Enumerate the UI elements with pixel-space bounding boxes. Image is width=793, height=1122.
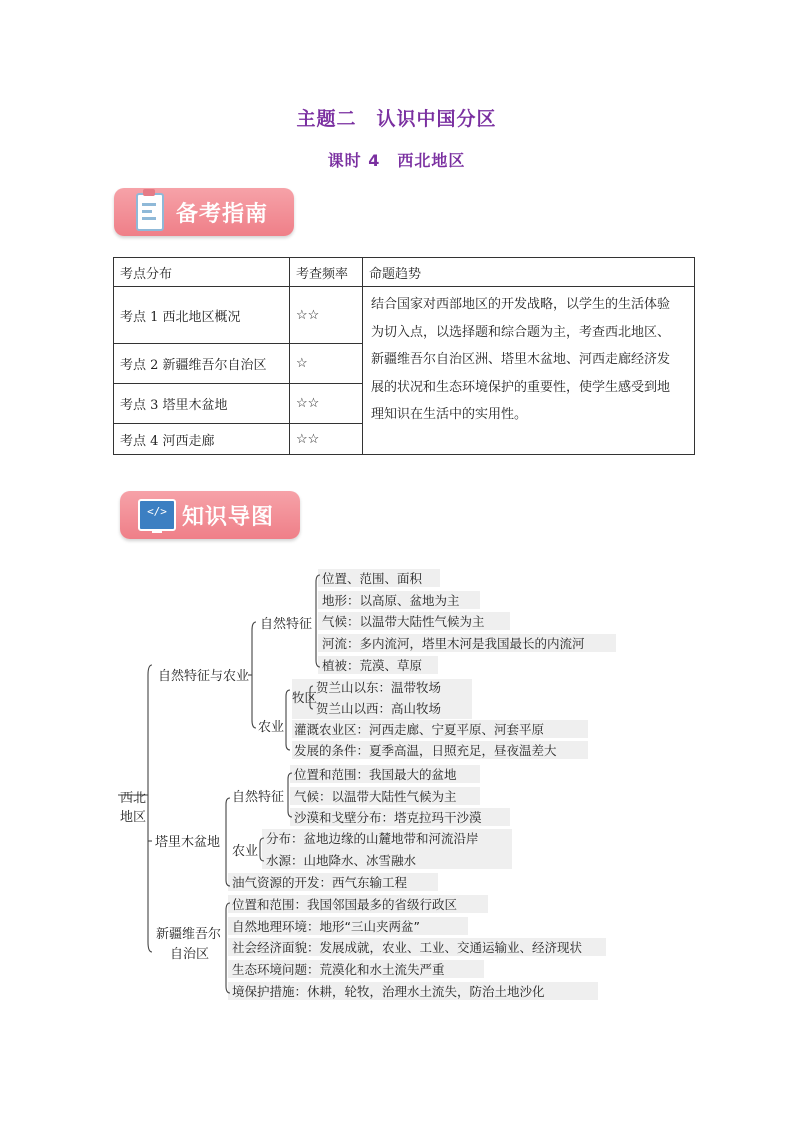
leaf-text: 水源：山地降水、冰雪融水 <box>266 853 417 868</box>
leaf-text: 气候：以温带大陆性气候为主 <box>294 789 457 804</box>
leaf-text: 自然地理环境：地形“三山夹两盆” <box>232 919 420 934</box>
trend-line: 结合国家对西部地区的开发战略，以学生的生活体验 <box>371 297 671 312</box>
leaf-text: 地形：以高原、盆地为主 <box>322 593 460 608</box>
leaf-text: 生态环境问题：荒漠化和水土流失严重 <box>232 962 445 977</box>
header-topic: 考点分布 <box>114 258 290 287</box>
topic-cell: 考点 1 西北地区概况 <box>114 287 290 344</box>
leaf-text: 位置和范围：我国最大的盆地 <box>294 767 457 782</box>
trend-line: 为切入点，以选择题和综合题为主，考查西北地区、 <box>371 324 671 340</box>
branch-natural-agriculture: 自然特征与农业 <box>158 669 250 684</box>
leaf-text: 贺兰山以西：高山牧场 <box>316 701 442 716</box>
frequency-cell: ☆ <box>290 344 363 384</box>
leaf-text: 位置、范围、面积 <box>322 571 423 586</box>
topic-cell: 考点 2 新疆维吾尔自治区 <box>114 344 290 384</box>
map-banner-label: 知识导图 <box>182 505 275 530</box>
leaf-text: 社会经济面貌：发展成就，农业、工业、交通运输业、经济现状 <box>232 940 583 955</box>
guide-banner-label: 备考指南 <box>176 202 269 227</box>
leaf-text: 沙漠和戈壁分布：塔克拉玛干沙漠 <box>294 810 482 825</box>
frequency-cell: ☆☆ <box>290 287 363 344</box>
mindmap-root: 地区 <box>120 810 147 825</box>
leaf-text: 贺兰山以东：温带牧场 <box>316 680 442 695</box>
node-natural-features: 自然特征 <box>232 790 285 805</box>
frequency-cell: ☆☆ <box>290 424 363 455</box>
leaf-text: 气候：以温带大陆性气候为主 <box>322 614 485 629</box>
branch-xinjiang: 新疆维吾尔 <box>156 927 222 942</box>
branch-xinjiang: 自治区 <box>170 947 210 962</box>
trend-line: 新疆维吾尔自治区洲、塔里木盆地、河西走廊经济发 <box>371 352 671 367</box>
topic-cell: 考点 4 河西走廊 <box>114 424 290 455</box>
node-pasture: 牧区 <box>292 690 318 705</box>
leaf-text: 植被：荒漠、草原 <box>322 658 423 673</box>
branch-tarim-basin: 塔里木盆地 <box>155 835 221 850</box>
leaf-text: 发展的条件：夏季高温，日照充足，昼夜温差大 <box>294 743 557 758</box>
code-glyph: </> <box>147 505 167 518</box>
topic-cell: 考点 3 塔里木盆地 <box>114 384 290 424</box>
leaf-text: 分布：盆地边缘的山麓地带和河流沿岸 <box>266 831 479 846</box>
frequency-cell: ☆☆ <box>290 384 363 424</box>
node-agriculture: 农业 <box>258 720 285 735</box>
lesson-subtitle: 课时 4 西北地区 <box>327 151 466 170</box>
leaf-text: 灌溉农业区：河西走廊、宁夏平原、河套平原 <box>294 722 545 737</box>
header-trend: 命题趋势 <box>363 258 695 287</box>
header-frequency: 考查频率 <box>290 258 363 287</box>
leaf-text: 河流：多内流河，塔里木河是我国最长的内流河 <box>322 636 585 651</box>
node-natural-features: 自然特征 <box>260 617 313 632</box>
mindmap-root: 西北 <box>120 791 147 806</box>
leaf-text: 位置和范围：我国邻国最多的省级行政区 <box>232 897 458 912</box>
trend-line: 理知识在生活中的实用性。 <box>371 407 528 422</box>
page-title: 主题二 认识中国分区 <box>296 108 497 130</box>
leaf-text: 油气资源的开发：西气东输工程 <box>232 875 408 890</box>
leaf-text: 境保护措施：休耕，轮牧，治理水土流失，防治土地沙化 <box>232 984 545 999</box>
node-agriculture: 农业 <box>232 844 259 859</box>
trend-line: 展的状况和生态环境保护的重要性，使学生感受到地 <box>371 379 671 395</box>
